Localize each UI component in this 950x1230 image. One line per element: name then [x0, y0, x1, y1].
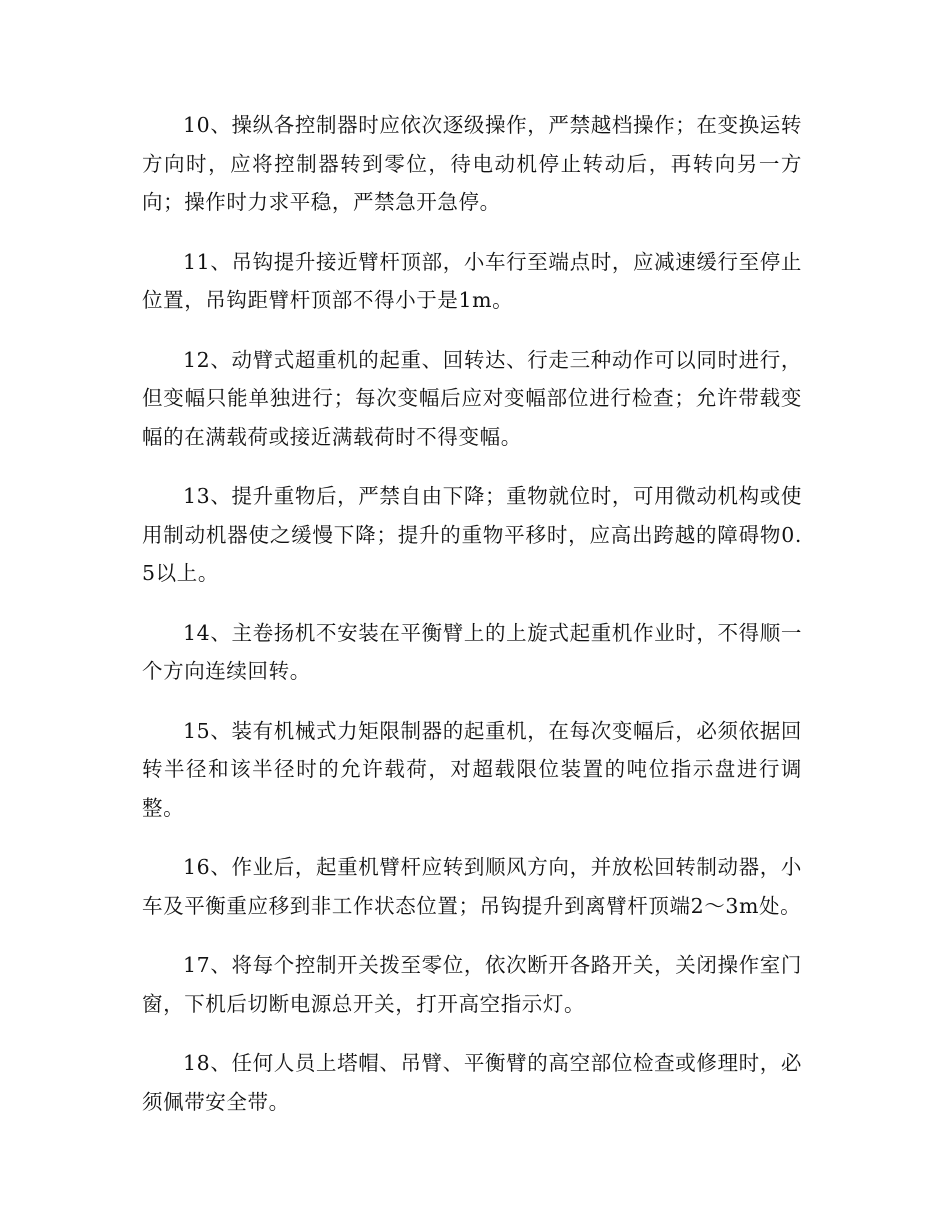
paragraph-item-13: 13、提升重物后，严禁自由下降；重物就位时，可用微动机构或使用制动机器使之缓慢下降；提升的重物平移时，应高出跨越的障碍物0.5以上。 [142, 484, 802, 585]
paragraph-item-12: 12、动臂式超重机的起重、回转达、行走三种动作可以同时进行，但变幅只能单独进行；每次变幅后应对变幅部位进行检查；允许带载变幅的在满载荷或接近满载荷时不得变幅。 [142, 347, 802, 449]
paragraph-item-16: 16、作业后，起重机臂杆应转到顺风方向，并放松回转制动器，小车及平衡重应移到非工作状态位置；吊钩提升到离臂杆顶端2～3m处。 [142, 855, 802, 918]
paragraph-item-10: 10、操纵各控制器时应依次逐级操作，严禁越档操作；在变换运转方向时，应将控制器转到零位，待电动机停止转动后，再转向另一方向；操作时力求平稳，严禁急开急停。 [142, 113, 802, 214]
document-body [142, 106, 802, 1142]
paragraph-item-18: 18、任何人员上塔帽、吊臂、平衡臂的高空部位检查或修理时，必须佩带安全带。 [142, 1051, 802, 1114]
paragraph-item-14: 14、主卷扬机不安装在平衡臂上的上旋式起重机作业时，不得顺一个方向连续回转。 [142, 620, 802, 683]
paragraph-item-17: 17、将每个控制开关拨至零位，依次断开各路开关，关闭操作室门窗，下机后切断电源总开关，打开高空指示灯。 [142, 953, 802, 1016]
paragraph-item-15: 15、装有机械式力矩限制器的起重机，在每次变幅后，必须依据回转半径和该半径时的允许载荷，对超载限位装置的吨位指示盘进行调整。 [142, 718, 802, 820]
paragraph-item-11: 11、吊钩提升接近臂杆顶部，小车行至端点时，应减速缓行至停止位置，吊钩距臂杆顶部不得小于是1m。 [142, 249, 802, 312]
